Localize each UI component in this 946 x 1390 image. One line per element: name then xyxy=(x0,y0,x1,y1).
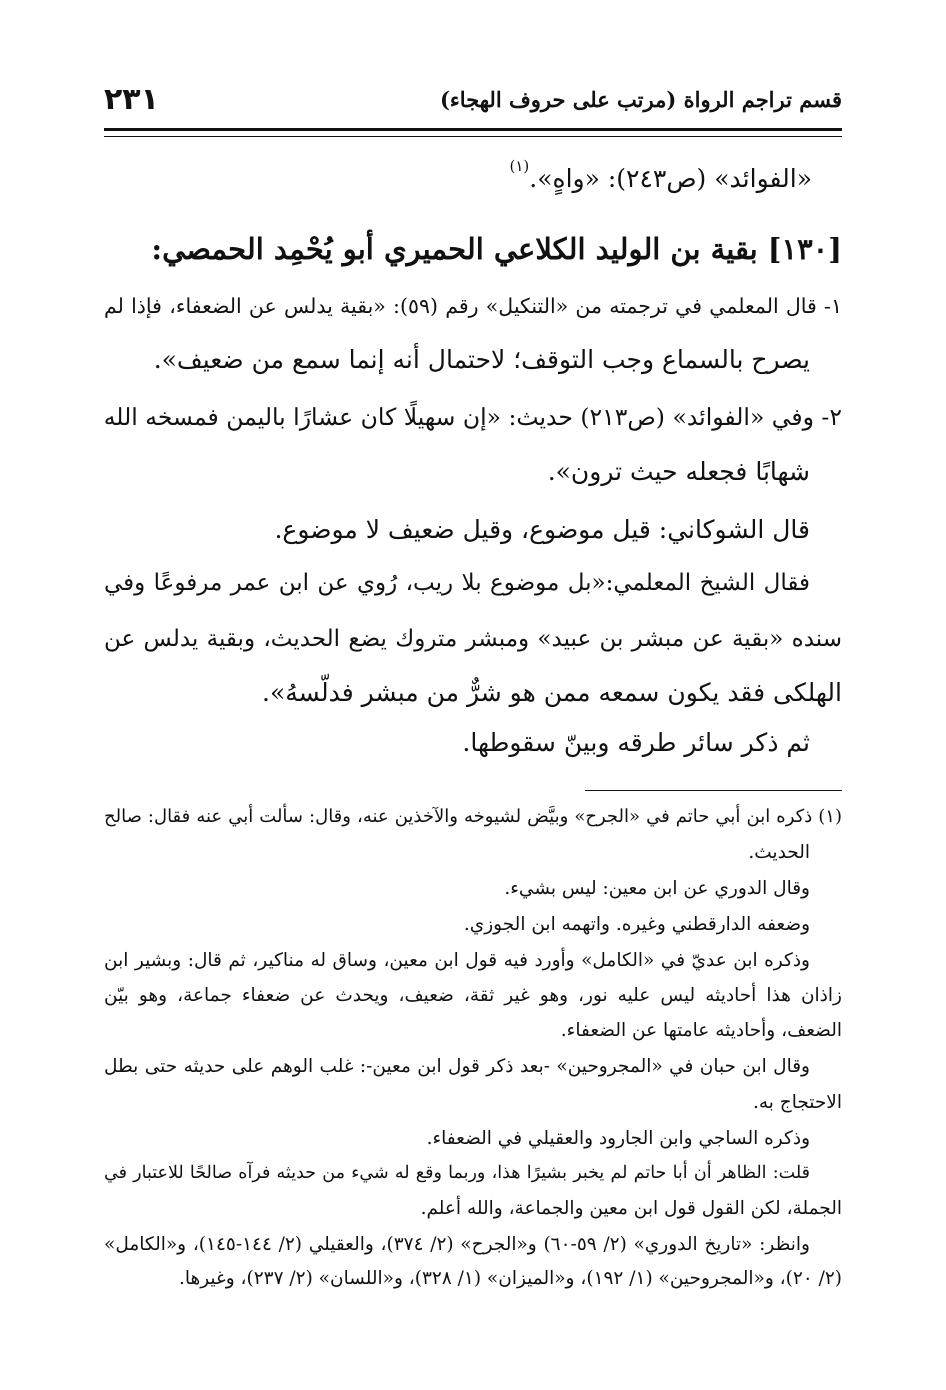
footnote-line: الجملة، لكن القول قول ابن معين والجماعة، والله أعلم. xyxy=(420,1198,842,1219)
muallimi-line: فقال الشيخ المعلمي:«بل موضوع بلا ريب، رُوي عن ابن عمر مرفوعًا وفي xyxy=(104,570,810,596)
footnote-line: (١) ذكره ابن أبي حاتم في «الجرح» وبيَّض لشيوخه والآخذين عنه، وقال: سألت أبي عنه فقال: صالح xyxy=(104,806,842,827)
page-number: ٢٣١ xyxy=(104,81,159,117)
header-rule-thin xyxy=(104,136,842,137)
footnote-line: وذكره الساجي وابن الجارود والعقيلي في الضعفاء. xyxy=(426,1128,810,1149)
footnote-line: وضعفه الدارقطني وغيره. واتهمه ابن الجوزي. xyxy=(463,914,810,935)
footnote-line: وقال ابن حبان في «المجروحين» -بعد ذكر قول ابن معين-: غلب الوهم على حديثه حتى بطل xyxy=(104,1056,810,1077)
footnote-line: زاذان هذا أحاديثه ليس عليه نور، وهو غير ثقة، ضعيف، ويحدث عن ضعفاء جماعة، وهو بيّن xyxy=(104,985,842,1006)
header-rule-thick xyxy=(104,128,842,131)
footnote-separator xyxy=(585,790,842,791)
footnote-line: (٢/ ٢٠)، و«المجروحين» (١/ ١٩٢)، و«الميزان» (١/ ٣٢٨)، و«اللسان» (٢/ ٢٣٧)، وغيرها. xyxy=(178,1268,842,1289)
footnote-reference: (١) xyxy=(509,157,530,175)
body-line xyxy=(509,157,812,194)
shawkani-quote: قال الشوكاني: قيل موضوع، وقيل ضعيف لا موضوع. xyxy=(274,515,810,544)
muallimi-line: سنده «بقية عن مبشر بن عبيد» ومبشر متروك يضع الحديث، وبقية يدلس عن xyxy=(104,626,842,652)
running-header xyxy=(104,78,842,120)
footnote-line: وانظر: «تاريخ الدوري» (٢/ ٥٩-٦٠) و«الجرح» (٢/ ٣٧٤)، والعقيلي (٢/ ١٤٤-١٤٥)، و«الكامل» xyxy=(104,1234,810,1255)
entry-heading: [١٣٠] بقية بن الوليد الكلاعي الحميري أبو يُحْمِد الحمصي: xyxy=(151,232,842,266)
item-1-line: ١- قال المعلمي في ترجمته من «التنكيل» رقم (٥٩): «بقية يدلس عن الضعفاء، فإذا لم xyxy=(104,294,842,318)
closing-line: ثم ذكر سائر طرقه وبينّ سقوطها. xyxy=(462,728,810,757)
footnote-line: الضعف، وأحاديثه عامتها عن الضعفاء. xyxy=(560,1020,842,1041)
footnote-line: الاحتجاج به. xyxy=(752,1092,842,1113)
continuation-text: «الفوائد» (ص٢٤٣): «واهٍ». xyxy=(529,164,812,193)
header-title: قسم تراجم الرواة (مرتب على حروف الهجاء) xyxy=(439,86,842,112)
footnote-line: وقال الدوري عن ابن معين: ليس بشيء. xyxy=(504,878,810,899)
footnote-line: قلت: الظاهر أن أبا حاتم لم يخبر بشيرًا هذا، وربما وقع له شيء من حديثه فرآه صالحًا للاعتبار في xyxy=(104,1163,810,1183)
item-2-line: ٢- وفي «الفوائد» (ص٢١٣) حديث: «إن سهيلًا كان عشارًا باليمن فمسخه الله xyxy=(103,403,842,431)
item-2-line: شهابًا فجعله حيث ترون». xyxy=(547,457,810,486)
footnote-line: وذكره ابن عديّ في «الكامل» وأورد فيه قول ابن معين، وساق له مناكير، ثم قال: وبشير ابن xyxy=(104,950,810,971)
item-1-line: يصرح بالسماع وجب التوقف؛ لاحتمال أنه إنما سمع من ضعيف». xyxy=(153,345,810,374)
footnote-line: الحديث. xyxy=(748,842,810,863)
muallimi-line: الهلكى فقد يكون سمعه ممن هو شرٌّ من مبشر فدلّسهُ». xyxy=(262,678,842,707)
